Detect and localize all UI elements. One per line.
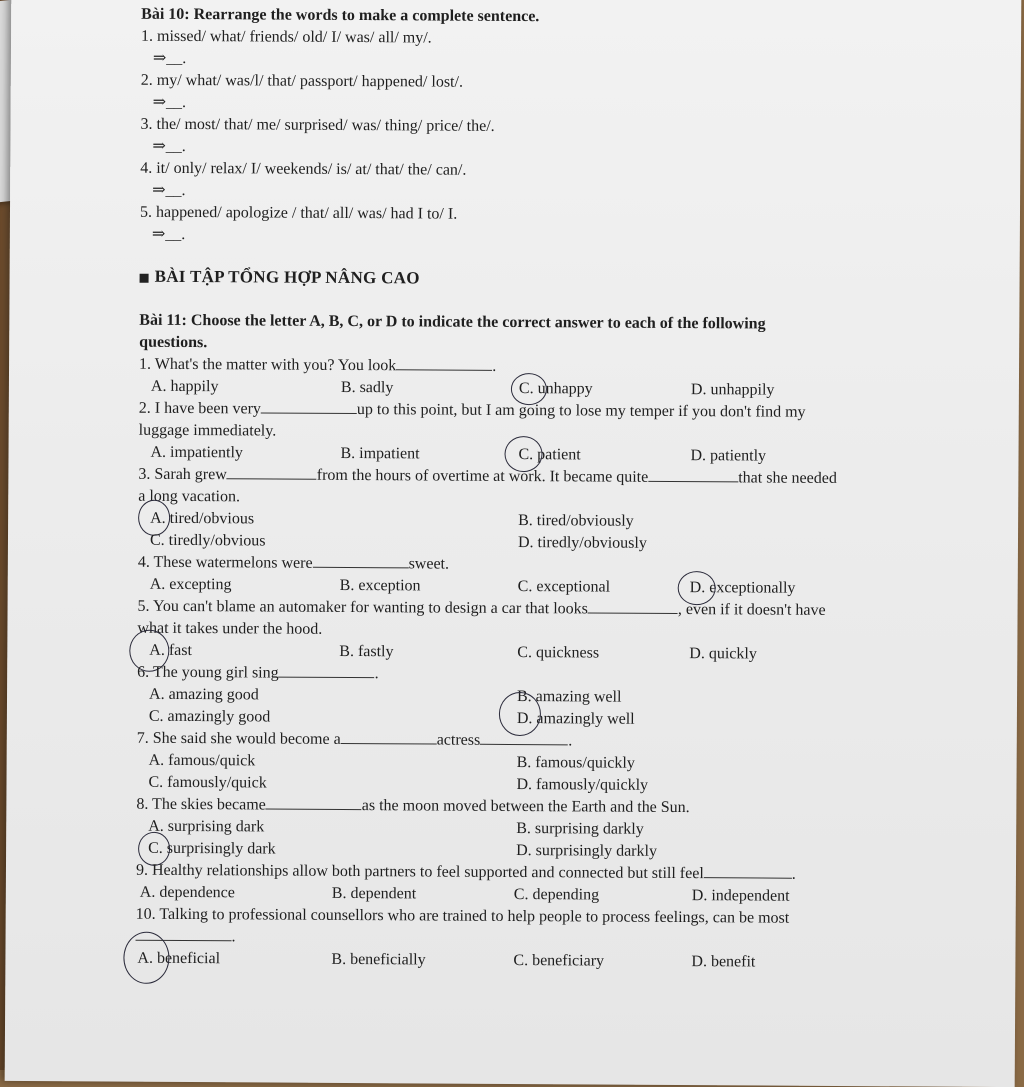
option-b[interactable]: B. beneficially: [331, 950, 426, 969]
option-a[interactable]: A. fast: [149, 641, 193, 660]
question-text-mid: from the hours of overtime at work. It became quite: [316, 466, 649, 486]
option-c[interactable]: C. quickness: [517, 644, 600, 662]
question-text-mid: actress: [436, 731, 481, 749]
question-text: 1. What's the matter with you? You look: [139, 355, 397, 375]
question-10-2: 2. my/ what/ was/l/ that/ passport/ happened/ lost/.: [140, 71, 464, 91]
worksheet-page: [5, 0, 1022, 1087]
option-c[interactable]: C. amazingly good: [148, 707, 271, 726]
option-d[interactable]: D. patiently: [690, 447, 767, 465]
section-heading: [140, 266, 960, 293]
option-d[interactable]: D. exceptionally: [689, 579, 796, 597]
option-d[interactable]: D. tiredly/obviously: [517, 534, 647, 552]
option-a[interactable]: A. famous/quick: [148, 751, 256, 770]
option-c[interactable]: C. patient: [518, 446, 581, 464]
answer-arrow-10-3: ⇒__.: [152, 137, 186, 155]
question-10-1: 1. missed/ what/ friends/ old/ I/ was/ all/ my/.: [141, 27, 432, 47]
option-b[interactable]: B. fastly: [339, 642, 394, 661]
question-text-end: sweet.: [408, 555, 450, 573]
option-a[interactable]: A. dependence: [139, 883, 235, 902]
question-11-2-cont: luggage immediately.: [138, 421, 277, 440]
option-a[interactable]: A. amazing good: [148, 685, 259, 704]
question-text: 8. The skies became: [136, 795, 266, 814]
question-text-end: , even if it doesn't have: [677, 601, 826, 619]
question-11-5-cont: what it takes under the hood.: [137, 619, 323, 638]
option-d[interactable]: D. quickly: [689, 645, 757, 663]
question-text: 7. She said she would become a: [136, 729, 341, 748]
option-b[interactable]: B. impatient: [340, 444, 420, 463]
question-text: 6. The young girl sing: [137, 663, 279, 682]
question-10-4: 4. it/ only/ relax/ I/ weekends/ is/ at/ that/ the/ can/.: [140, 159, 467, 179]
answer-arrow-10-5: ⇒__.: [151, 225, 186, 243]
answer-blank: [588, 598, 678, 614]
question-text-end: .: [568, 732, 573, 750]
option-d[interactable]: D. famously/quickly: [516, 776, 649, 794]
answer-blank: [313, 553, 409, 569]
option-d[interactable]: D. benefit: [691, 953, 756, 971]
answer-arrow-10-4: ⇒__.: [152, 181, 186, 199]
question-text: 3. Sarah grew: [138, 465, 227, 484]
question-text-end: .: [492, 357, 497, 375]
answer-arrow-10-2: ⇒__.: [152, 93, 187, 111]
option-b[interactable]: B. sadly: [340, 378, 394, 397]
answer-blank: [341, 729, 437, 745]
option-b[interactable]: B. famous/quickly: [516, 754, 635, 772]
question-text: 2. I have been very: [138, 399, 262, 418]
option-b[interactable]: B. surprising darkly: [516, 820, 644, 838]
answer-blank: [136, 926, 232, 942]
question-10-5: 5. happened/ apologize / that/ all/ was/ had I to/ I.: [139, 203, 458, 223]
option-d[interactable]: D. amazingly well: [516, 710, 635, 728]
question-text: 4. These watermelons were: [137, 553, 313, 572]
question-text-end: .: [231, 928, 236, 946]
option-c[interactable]: C. famously/quick: [148, 773, 267, 792]
option-a[interactable]: A. excepting: [149, 575, 232, 594]
question-text: 9. Healthy relationships allow both partners to feel supported and connected but still feel: [135, 861, 704, 883]
option-c[interactable]: C. exceptional: [517, 578, 611, 596]
option-c[interactable]: C. beneficiary: [513, 952, 605, 970]
exercise-11-title-cont: questions.: [139, 333, 208, 352]
option-a[interactable]: A. impatiently: [150, 443, 244, 462]
option-c[interactable]: C. depending: [513, 886, 600, 904]
answer-blank: [261, 398, 357, 414]
question-text: 5. You can't blame an automaker for wanting to design a car that looks: [137, 597, 588, 618]
option-c[interactable]: C. surprisingly dark: [148, 839, 276, 858]
option-d[interactable]: D. unhappily: [690, 381, 775, 399]
question-text-end: .: [374, 665, 379, 683]
question-text-end: .: [791, 865, 796, 883]
answer-blank: [396, 355, 492, 371]
question-11-3-cont: a long vacation.: [138, 487, 241, 506]
question-text-end: as the moon moved between the Earth and the Sun.: [361, 797, 690, 817]
answer-blank: [704, 863, 792, 879]
option-a[interactable]: A. surprising dark: [148, 817, 265, 836]
option-a[interactable]: A. happily: [150, 377, 219, 396]
option-c[interactable]: C. tiredly/obvious: [149, 531, 266, 550]
answer-blank: [266, 794, 362, 810]
option-b[interactable]: B. dependent: [331, 884, 417, 903]
option-b[interactable]: B. exception: [339, 576, 421, 595]
question-10-3: 3. the/ most/ that/ me/ surprised/ was/ thing/ price/ the/.: [140, 115, 495, 135]
exercise-11-title: Bài 11: Choose the letter A, B, C, or D to indicate the correct answer to each of the following: [139, 311, 766, 333]
options-11-10: [135, 948, 955, 975]
answer-blank: [279, 663, 375, 679]
square-bullet-icon: [140, 273, 149, 282]
option-a[interactable]: A. beneficial: [137, 949, 221, 968]
answer-blank: [648, 467, 738, 483]
question-11-10: 10. Talking to professional counsellors who are trained to help people to process feelings, can be most: [135, 905, 790, 927]
section-heading-text: BÀI TẬP TỔNG HỢP NÂNG CAO: [154, 266, 420, 288]
answer-blank: [480, 730, 568, 746]
option-d[interactable]: D. surprisingly darkly: [516, 842, 658, 860]
option-c[interactable]: C. unhappy: [518, 380, 593, 398]
question-text-end: up to this point, but I am going to lose my temper if you don't find my: [356, 401, 806, 421]
answer-blank: [227, 464, 317, 480]
option-b[interactable]: B. tired/obviously: [518, 512, 634, 530]
exercise-10-title: Bài 10: Rearrange the words to make a complete sentence.: [141, 5, 540, 26]
option-a[interactable]: A. tired/obvious: [150, 509, 255, 528]
option-d[interactable]: D. independent: [691, 887, 790, 905]
option-b[interactable]: B. amazing well: [516, 688, 622, 706]
question-text-end: that she needed: [738, 469, 837, 487]
answer-arrow-10-1: ⇒__.: [152, 49, 187, 67]
worksheet-content: [135, 4, 961, 975]
